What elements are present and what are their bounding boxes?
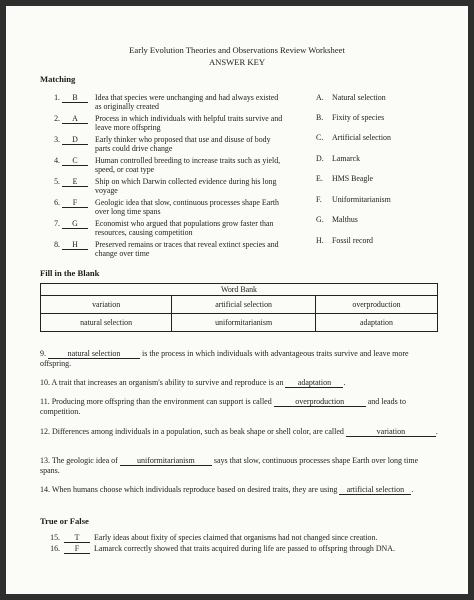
fill-heading: Fill in the Blank: [40, 268, 100, 278]
word-bank-title: Word Bank: [41, 284, 438, 296]
item-number: 6.: [54, 198, 60, 207]
answer-blank: F: [64, 544, 90, 554]
option-letter: E.: [316, 174, 323, 183]
question-text: 10. A trait that increases an organism's ability to survive and reproduce is an: [40, 378, 284, 387]
item-number: 5.: [54, 177, 60, 186]
answer-blank: overproduction: [274, 397, 366, 407]
answer-blank: uniformitarianism: [120, 456, 212, 466]
answer-blank: B: [62, 93, 88, 103]
option-text: Fossil record: [332, 236, 373, 245]
word-bank-cell: uniformitarianism: [172, 314, 316, 332]
word-bank-cell: adaptation: [315, 314, 437, 332]
item-number: 4.: [54, 156, 60, 165]
matching-option: [316, 174, 373, 183]
question-14: [40, 485, 438, 495]
question-end: and leads to competition.: [40, 397, 406, 417]
item-text: Early thinker who proposed that use and disuse of body parts could drive change: [95, 135, 271, 154]
option-text: Uniformitarianism: [332, 195, 391, 204]
item-number: 2.: [54, 114, 60, 123]
word-bank-cell: variation: [41, 296, 172, 314]
word-bank-table: [40, 283, 438, 332]
tf-heading: True or False: [40, 516, 89, 526]
matching-option: [316, 93, 386, 102]
matching-option: [316, 133, 391, 142]
matching-option: [316, 113, 384, 122]
item-number: 8.: [54, 240, 60, 249]
option-letter: F.: [316, 195, 322, 204]
question-text: 11. Producing more offspring than the environment can support is called: [40, 397, 272, 406]
question-10: [40, 378, 438, 388]
answer-blank: artificial selection: [339, 485, 411, 495]
question-text: 13. The geologic idea of: [40, 456, 118, 465]
item-text: Preserved remains or traces that reveal extinct species and change over time: [95, 240, 279, 259]
option-text: HMS Beagle: [332, 174, 373, 183]
answer-blank: F: [62, 198, 88, 208]
question-end: .: [411, 485, 414, 494]
word-bank-cell: overproduction: [315, 296, 437, 314]
matching-option: [316, 236, 373, 245]
item-text: Economist who argued that populations grow faster than resources, causing competition: [95, 219, 274, 238]
item-text: Early ideas about fixity of species claimed that organisms had not changed since creation.: [94, 533, 378, 542]
option-letter: B.: [316, 113, 324, 122]
title-line: Early Evolution Theories and Observations Review Worksheet: [129, 45, 345, 55]
word-bank-cell: natural selection: [41, 314, 172, 332]
option-text: Natural selection: [332, 93, 386, 102]
option-text: Malthus: [332, 215, 358, 224]
item-text: Ship on which Darwin collected evidence during his long voyage: [95, 177, 277, 196]
question-text: 12. Differences among individuals in a population, such as beak shape or shell color, are called: [40, 427, 344, 436]
item-number: 3.: [54, 135, 60, 144]
answer-blank: D: [62, 135, 88, 145]
answer-blank: C: [62, 156, 88, 166]
answer-blank: E: [62, 177, 88, 187]
item-text: Lamarck correctly showed that traits acquired during life are passed to offspring through DNA.: [94, 544, 395, 553]
answer-blank: G: [62, 219, 88, 229]
question-12: [40, 427, 438, 437]
option-letter: C.: [316, 133, 324, 142]
matching-option: [316, 215, 358, 224]
option-letter: A.: [316, 93, 324, 102]
answer-blank: A: [62, 114, 88, 124]
question-11: [40, 397, 438, 418]
question-9: [40, 349, 438, 370]
answer-blank: adaptation: [285, 378, 343, 388]
option-letter: G.: [316, 215, 324, 224]
answer-blank: H: [62, 240, 88, 250]
question-end: says that slow, continuous processes shape Earth over long time spans.: [40, 456, 419, 476]
option-text: Artificial selection: [332, 133, 391, 142]
question-end: .: [435, 427, 438, 436]
matching-heading: Matching: [40, 74, 76, 84]
word-bank-cell: artificial selection: [172, 296, 316, 314]
answer-blank: variation: [346, 427, 436, 437]
answer-key-label: ANSWER KEY: [208, 57, 266, 67]
answer-blank: T: [64, 533, 90, 543]
option-letter: H.: [316, 236, 324, 245]
item-number: 1.: [54, 93, 60, 102]
item-number: 15.: [50, 533, 60, 542]
worksheet-page: [6, 6, 468, 594]
item-text: Geologic idea that slow, continuous processes shape Earth over long time spans: [95, 198, 279, 217]
item-text: Human controlled breeding to increase traits such as yield, speed, or coat type: [95, 156, 281, 175]
question-text: is the process in which individuals with advantageous traits survive and leave more offspring.: [40, 349, 409, 369]
option-text: Fixity of species: [332, 113, 385, 122]
answer-blank: natural selection: [48, 349, 140, 359]
worksheet-title: [6, 44, 468, 68]
item-number: 16.: [50, 544, 60, 553]
item-number: 7.: [54, 219, 60, 228]
matching-option: [316, 195, 391, 204]
item-text: Process in which individuals with helpful traits survive and leave more offspring: [95, 114, 283, 133]
option-letter: D.: [316, 154, 324, 163]
question-13: [40, 456, 438, 477]
question-number: 9.: [40, 349, 46, 358]
question-end: .: [343, 378, 346, 387]
item-text: Idea that species were unchanging and had always existed as originally created: [95, 93, 279, 112]
question-text: 14. When humans choose which individuals reproduce based on desired traits, they are using: [40, 485, 338, 494]
matching-option: [316, 154, 360, 163]
option-text: Lamarck: [332, 154, 361, 163]
